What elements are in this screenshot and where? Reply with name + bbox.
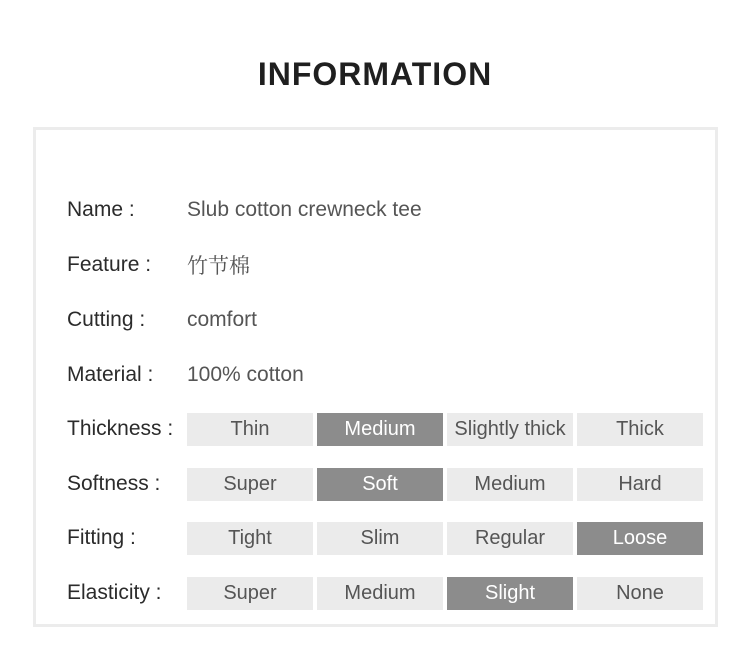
elasticity-option: None: [577, 577, 703, 610]
softness-label: Softness :: [67, 472, 161, 495]
fitting-option: Tight: [187, 522, 313, 555]
material-value: 100% cotton: [187, 363, 304, 386]
cutting-value: comfort: [187, 308, 258, 331]
thickness-option: Medium: [317, 413, 443, 446]
thickness-options: [187, 413, 703, 446]
fitting-label: Fitting :: [67, 526, 136, 549]
cutting-row: [67, 303, 257, 337]
fitting-row: [67, 521, 703, 555]
elasticity-row: [67, 576, 703, 610]
softness-option: Hard: [577, 468, 703, 501]
softness-option: Super: [187, 468, 313, 501]
cutting-label: Cutting :: [67, 308, 146, 331]
thickness-option: Slightly thick: [447, 413, 573, 446]
thickness-option: Thick: [577, 413, 703, 446]
thickness-row: [67, 412, 703, 446]
feature-label: Feature :: [67, 253, 152, 276]
softness-option: Medium: [447, 468, 573, 501]
feature-row: [67, 248, 250, 282]
material-label: Material :: [67, 363, 154, 386]
feature-value: 竹节棉: [187, 255, 250, 278]
thickness-option: Thin: [187, 413, 313, 446]
fitting-option: Loose: [577, 522, 703, 555]
softness-options: [187, 468, 703, 501]
softness-option: Soft: [317, 468, 443, 501]
name-value: Slub cotton crewneck tee: [187, 198, 422, 221]
elasticity-option: Medium: [317, 577, 443, 610]
fitting-option: Slim: [317, 522, 443, 555]
name-label: Name :: [67, 198, 135, 221]
info-card: [33, 127, 718, 627]
elasticity-options: [187, 577, 703, 610]
elasticity-option: Super: [187, 577, 313, 610]
material-row: [67, 358, 304, 392]
page-title: INFORMATION: [257, 56, 493, 92]
elasticity-label: Elasticity :: [67, 581, 162, 604]
fitting-option: Regular: [447, 522, 573, 555]
fitting-options: [187, 522, 703, 555]
thickness-label: Thickness :: [67, 417, 174, 440]
softness-row: [67, 467, 703, 501]
name-row: [67, 193, 422, 227]
elasticity-option: Slight: [447, 577, 573, 610]
